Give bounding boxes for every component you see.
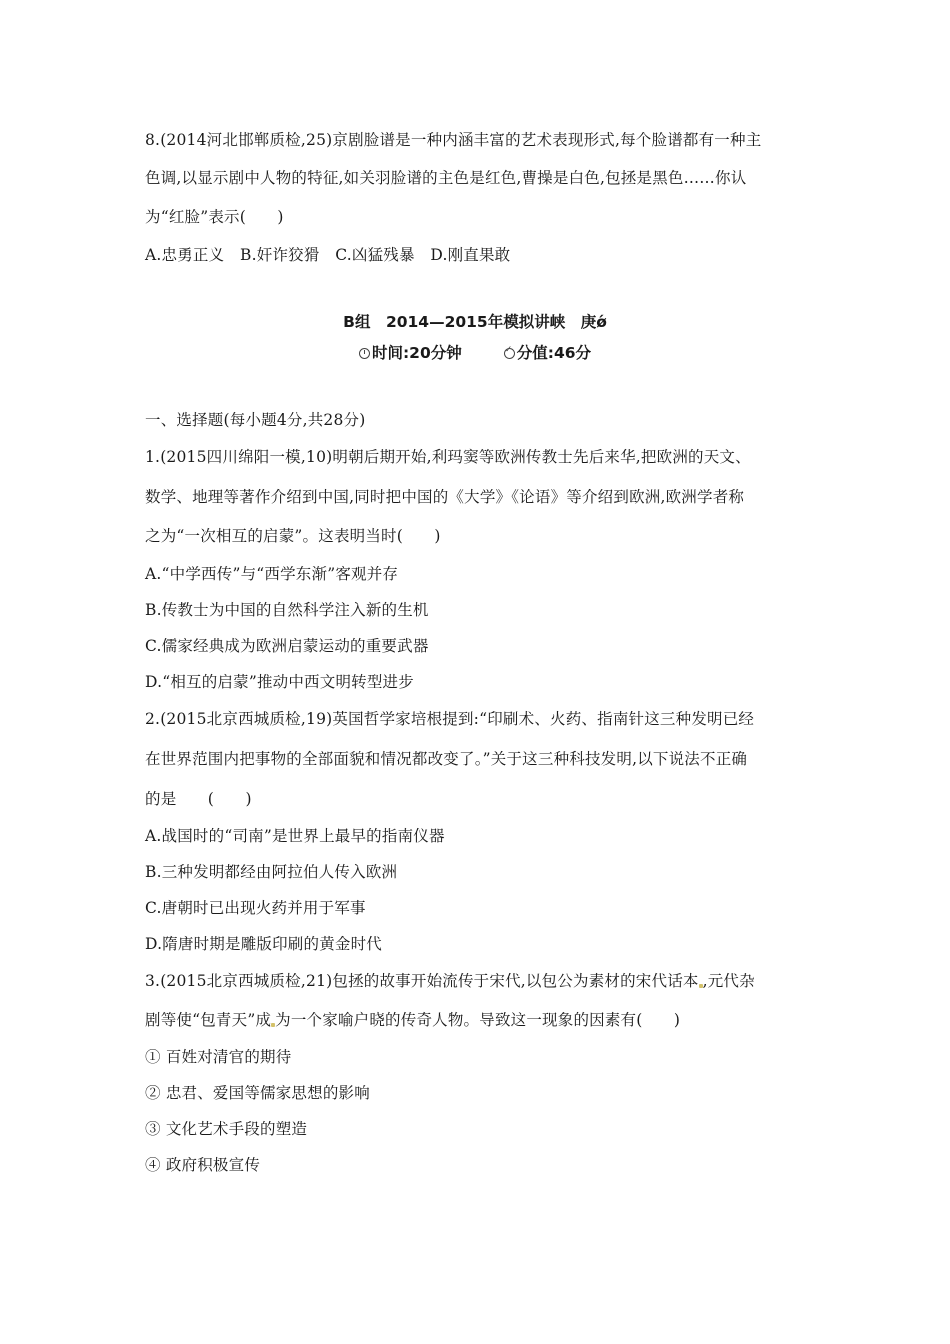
question-8-line-3: 为“红脸”表示( ) (145, 208, 284, 226)
question-2-option-a: A.战国时的“司南”是世界上最早的指南仪器 (145, 827, 445, 845)
question-1-option-b: B.传教士为中国的自然科学注入新的生机 (145, 601, 429, 619)
time-limit: 时间:20分钟 (371, 344, 462, 362)
clock-icon (359, 348, 370, 359)
question-8-line-2: 色调,以显示剧中人物的特征,如关羽脸谱的主色是红色,曹操是白色,包拯是黑色……你认 (145, 169, 747, 187)
question-3-item-4: ④ 政府积极宣传 (145, 1156, 261, 1174)
part-1-heading: 一、选择题(每小题4分,共28分) (145, 411, 366, 429)
question-1-option-a: A.“中学西传”与“西学东渐”客观并存 (145, 565, 399, 583)
question-3-item-1: ① 百姓对清官的期待 (145, 1048, 292, 1066)
check-circle-icon (504, 348, 515, 359)
question-1-line-2: 数学、地理等著作介绍到中国,同时把中国的《大学》《论语》等介绍到欧洲,欧洲学者称 (145, 488, 745, 506)
score-value: 分值:46分 (516, 344, 592, 362)
section-b-title: B组 2014—2015年模拟讲峡 庚ǿ (343, 313, 607, 331)
question-2-line-3: 的是 ( ) (145, 790, 252, 808)
question-1-option-c: C.儒家经典成为欧洲启蒙运动的重要武器 (145, 637, 429, 655)
question-8-options: A.忠勇正义 B.奸诈狡猾 C.凶猛残暴 D.刚直果敢 (145, 246, 511, 264)
question-3-line-2-part-b: 为一个家喻户晓的传奇人物。导致这一现象的因素有( ) (275, 1011, 681, 1029)
question-1-line-1: 1.(2015四川绵阳一模,10)明朝后期开始,利玛窦等欧洲传教士先后来华,把欧洲的天文、 (145, 448, 751, 466)
question-3-line-1 (145, 969, 755, 991)
question-2-line-2: 在世界范围内把事物的全部面貌和情况都改变了。”关于这三种科技发明,以下说法不正确 (145, 750, 748, 768)
question-8-line-1: 8.(2014河北邯郸质检,25)京剧脸谱是一种内涵丰富的艺术表现形式,每个脸谱都有一种主 (145, 131, 762, 149)
question-2-option-b: B.三种发明都经由阿拉伯人传入欧洲 (145, 863, 398, 881)
section-b-meta (0, 341, 950, 363)
question-3-line-2-part-a: 剧等使“包青天”成 (145, 1011, 272, 1029)
question-1-line-3: 之为“一次相互的启蒙”。这表明当时( ) (145, 527, 441, 545)
question-2-option-c: C.唐朝时已出现火药并用于军事 (145, 899, 366, 917)
question-3-line-1-part-a: 3.(2015北京西城质检,21)包拯的故事开始流传于宋代,以包公为素材的宋代话本 (145, 972, 699, 990)
question-2-line-1: 2.(2015北京西城质检,19)英国哲学家培根提到:“印刷术、火药、指南针这三种发明已经 (145, 710, 755, 728)
question-3-line-2 (145, 1008, 680, 1030)
question-2-option-d: D.隋唐时期是雕版印刷的黄金时代 (145, 935, 383, 953)
question-3-item-2: ② 忠君、爱国等儒家思想的影响 (145, 1084, 370, 1102)
question-3-item-3: ③ 文化艺术手段的塑造 (145, 1120, 308, 1138)
question-3-line-1-part-b: ,元代杂 (702, 972, 755, 990)
question-1-option-d: D.“相互的启蒙”推动中西文明转型进步 (145, 673, 414, 691)
